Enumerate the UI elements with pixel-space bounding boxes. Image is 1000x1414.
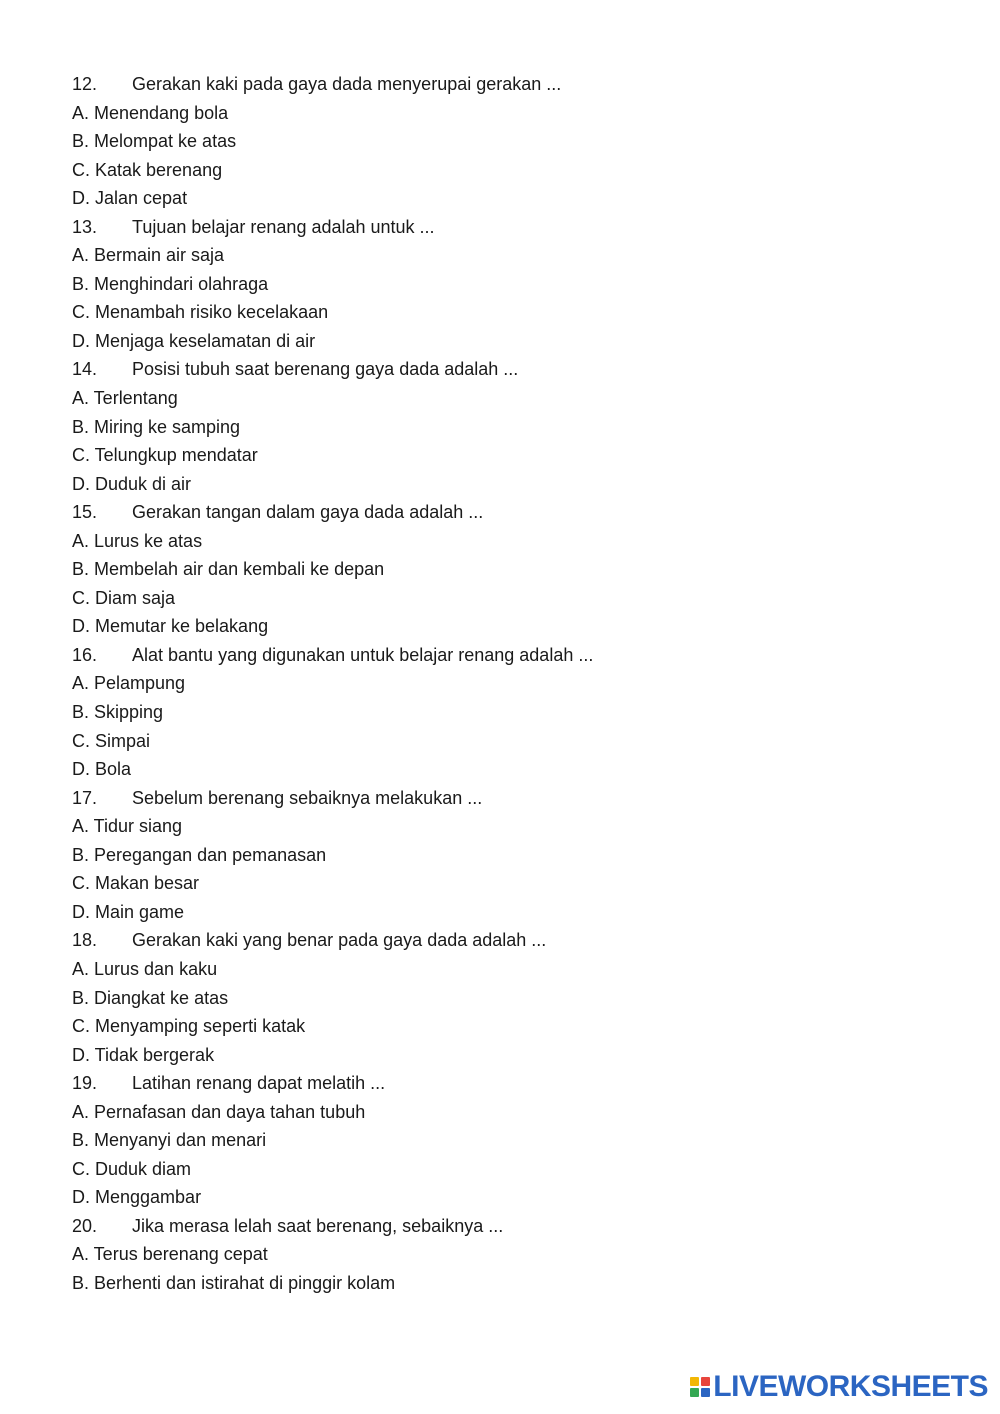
question-number: 20. [72,1215,98,1236]
answer-option[interactable]: B. Menyanyi dan menari [72,1130,267,1151]
answer-option[interactable]: A. Terlentang [72,388,178,409]
question-number: 14. [72,359,98,380]
question-line [72,1212,932,1241]
question-number: 19. [72,1073,98,1094]
logo-square-red [701,1377,710,1386]
answer-option[interactable]: C. Duduk diam [72,1158,192,1179]
answer-option[interactable]: C. Menambah risiko kecelakaan [72,302,329,323]
liveworksheets-logo-icon [690,1377,710,1397]
question-text: Alat bantu yang digunakan untuk belajar renang adalah ... [132,644,594,665]
answer-option[interactable]: D. Jalan cepat [72,188,188,209]
worksheet-content [72,70,932,1298]
question-text: Tujuan belajar renang adalah untuk ... [132,216,435,237]
question-text: Gerakan tangan dalam gaya dada adalah ... [132,502,484,523]
question-line [72,1069,932,1098]
question-line [72,213,932,242]
answer-option[interactable]: B. Menghindari olahraga [72,273,269,294]
question-text: Gerakan kaki pada gaya dada menyerupai gerakan ... [132,74,562,94]
question-15 [72,498,932,641]
question-line [72,498,932,527]
logo-square-blue [701,1388,710,1397]
answer-option[interactable]: D. Memutar ke belakang [72,616,269,637]
logo-square-green [690,1388,699,1397]
answer-option[interactable]: C. Menyamping seperti katak [72,1016,306,1037]
logo-text: LIVEWORKSHEETS [713,1370,988,1403]
question-17 [72,784,932,927]
question-line [72,926,932,955]
answer-option[interactable]: C. Diam saja [72,587,176,608]
question-18 [72,926,932,1069]
question-number: 16. [72,644,98,665]
question-text: Jika merasa lelah saat berenang, sebaiknya ... [132,1215,504,1236]
answer-option[interactable]: D. Duduk di air [72,473,192,494]
answer-option[interactable]: D. Main game [72,901,185,922]
answer-option[interactable]: B. Diangkat ke atas [72,987,229,1008]
logo-square-yellow [690,1377,699,1386]
question-13 [72,213,932,356]
answer-option[interactable]: C. Katak berenang [72,159,223,180]
question-number: 18. [72,930,98,951]
answer-option[interactable]: B. Membelah air dan kembali ke depan [72,559,385,580]
answer-option[interactable]: A. Terus berenang cepat [72,1244,268,1265]
answer-option[interactable]: C. Makan besar [72,873,200,894]
answer-option[interactable]: A. Tidur siang [72,816,183,837]
answer-option[interactable]: A. Menendang bola [72,102,229,123]
answer-option[interactable]: A. Lurus dan kaku [72,958,218,979]
answer-option[interactable]: A. Pernafasan dan daya tahan tubuh [72,1101,366,1122]
answer-option[interactable]: C. Telungkup mendatar [72,445,258,466]
question-20 [72,1212,932,1298]
question-line [72,641,932,670]
answer-option[interactable]: D. Menggambar [72,1187,202,1208]
answer-option[interactable]: B. Miring ke samping [72,416,241,437]
answer-option[interactable]: B. Peregangan dan pemanasan [72,844,327,865]
question-line [72,784,932,813]
answer-option[interactable]: B. Berhenti dan istirahat di pinggir kolam [72,1272,396,1293]
answer-option[interactable]: D. Menjaga keselamatan di air [72,330,316,351]
answer-option[interactable]: A. Bermain air saja [72,245,225,266]
answer-option[interactable]: D. Tidak bergerak [72,1044,215,1065]
answer-option[interactable]: A. Lurus ke atas [72,530,203,551]
question-12 [72,70,932,213]
question-line [72,355,932,384]
answer-option[interactable]: B. Skipping [72,702,164,723]
liveworksheets-logo [690,1370,988,1404]
question-text: Gerakan kaki yang benar pada gaya dada adalah ... [132,930,547,951]
answer-option[interactable]: B. Melompat ke atas [72,131,237,152]
answer-option[interactable]: A. Pelampung [72,673,186,694]
question-number: 17. [72,787,98,808]
question-text: Latihan renang dapat melatih ... [132,1073,386,1094]
answer-option[interactable]: D. Bola [72,759,132,780]
question-number: 15. [72,502,98,523]
question-number: 13. [72,216,98,237]
answer-option[interactable]: C. Simpai [72,730,151,751]
question-14 [72,355,932,498]
question-19 [72,1069,932,1212]
question-text: Sebelum berenang sebaiknya melakukan ... [132,787,483,808]
question-text: Posisi tubuh saat berenang gaya dada adalah ... [132,359,519,380]
question-16 [72,641,932,784]
question-line [72,70,932,99]
question-number: 12. [72,74,98,94]
